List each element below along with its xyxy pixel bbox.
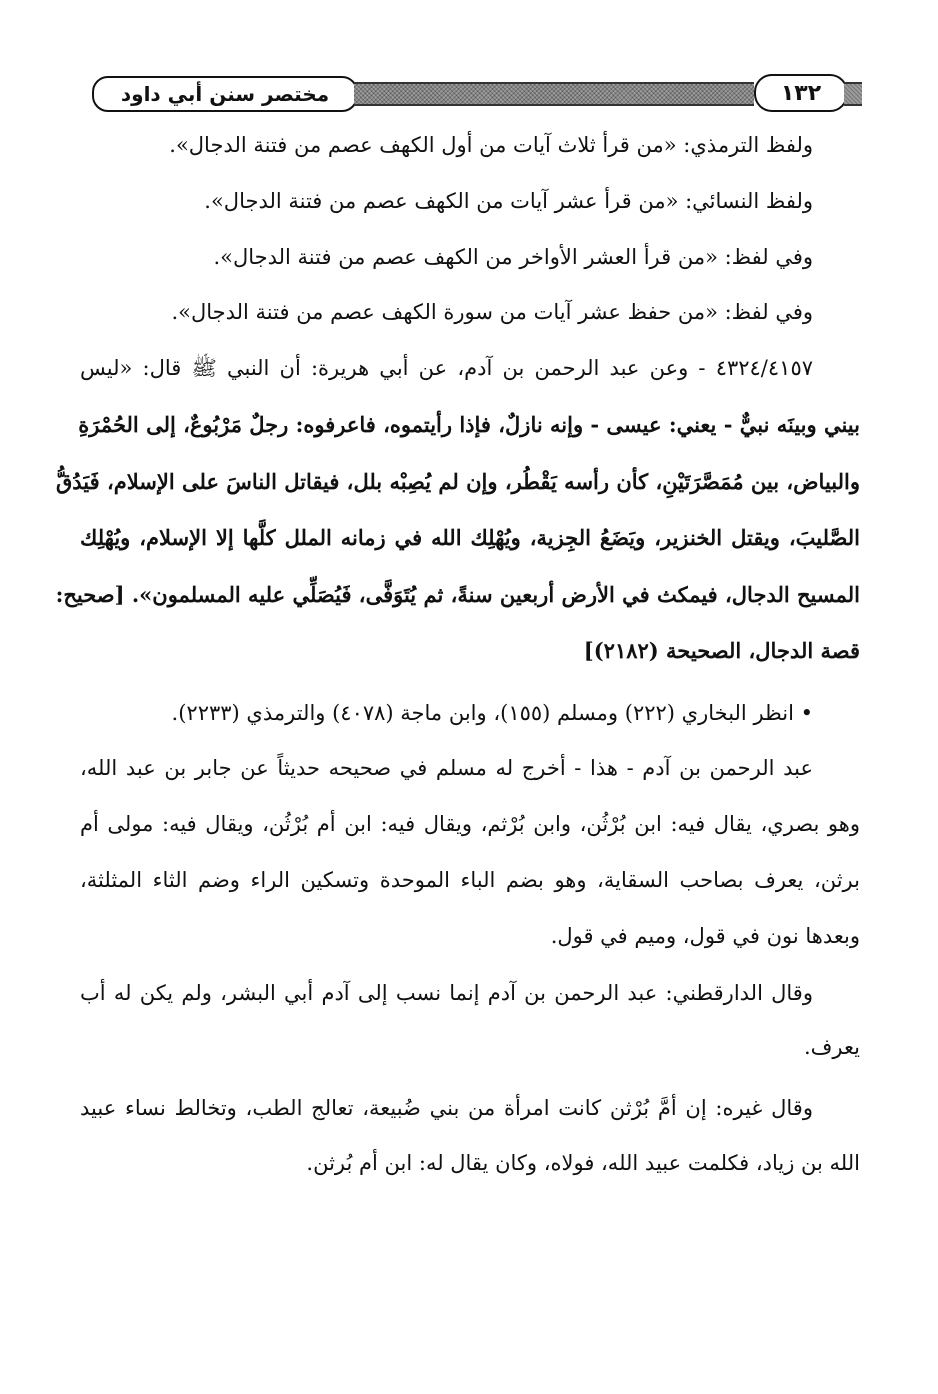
commentary-line: عبد الرحمن بن آدم - هذا - أخرج له مسلم في صحيحه حديثاً عن جابر بن عبد الله،	[80, 756, 813, 780]
page-header	[92, 74, 862, 116]
hadith-grading: قصة الدجال، الصحيحة (٢١٨٢)]	[583, 638, 860, 663]
book-title: مختصر سنن أبي داود	[92, 76, 358, 112]
text-line: ولفظ النسائي: «من قرأ عشر آيات من الكهف عصم من فتنة الدجال».	[204, 189, 813, 213]
commentary-line: الله بن زياد، فكلمت عبيد الله، فولاه، وكان يقال له: ابن أم بُرثن.	[306, 1151, 860, 1175]
commentary-line: وقال الدارقطني: عبد الرحمن بن آدم إنما نسب إلى آدم أبي البشر، ولم يكن له أب	[80, 981, 813, 1005]
hadith-number-line: ٤٣٢٤/٤١٥٧ - وعن عبد الرحمن بن آدم، عن أبي هريرة: أن النبي ﷺ قال: «ليس	[80, 356, 813, 380]
text-line: وفي لفظ: «من قرأ العشر الأواخر من الكهف عصم من فتنة الدجال».	[213, 245, 813, 269]
hadith-text-line: بيني وبينَه نبيٌّ - يعني: عيسى - وإنه نازلٌ، فإذا رأيتموه، فاعرفوه: رجلٌ مَرْبُوعٌ، إلى الحُمْرَةِ	[78, 412, 860, 437]
header-decorative-bar	[354, 82, 754, 106]
reference-line: • انظر البخاري (٢٢٢) ومسلم (١٥٥)، وابن ماجة (٤٠٧٨) والترمذي (٢٢٣٣).	[171, 701, 813, 725]
text-line: وفي لفظ: «من حفظ عشر آيات من سورة الكهف عصم من فتنة الدجال».	[171, 300, 813, 324]
commentary-line: يعرف.	[803, 1035, 860, 1059]
text-line: ولفظ الترمذي: «من قرأ ثلاث آيات من أول الكهف عصم من فتنة الدجال».	[169, 133, 813, 157]
commentary-line: وهو بصري، يقال فيه: ابن بُرْثُن، وابن بُرْثم، ويقال فيه: ابن أم بُرْثُن، ويقال فيه: مولى أم	[80, 812, 860, 836]
commentary-line: وقال غيره: إن أمَّ بُرْثن كانت امرأة من بني ضُبيعة، تعالج الطب، وتخالط نساء عبيد	[80, 1096, 813, 1120]
page-number: ١٣٢	[754, 74, 848, 112]
commentary-line: وبعدها نون في قول، وميم في قول.	[550, 924, 860, 948]
hadith-text-line: الصَّليبَ، ويقتل الخنزير، ويَضَعُ الجِزية، ويُهْلِك الله في زمانه الملل كلَّها إلا الإسلام، ويُهْلِك	[80, 525, 860, 550]
hadith-text-line: والبياض، بين مُمَصَّرَتَيْنِ، كأن رأسه يَقْطُر، وإن لم يُصِبْه بلل، فيقاتل الناسَ على الإسلام، فَيَدُقُّ	[55, 469, 860, 494]
commentary-line: برثن، يعرف بصاحب السقاية، وهو بضم الباء الموحدة وتسكين الراء وضم الثاء المثلثة،	[80, 868, 860, 892]
header-decorative-bar-end	[844, 82, 862, 106]
hadith-text-line: المسيح الدجال، فيمكث في الأرض أربعين سنةً، ثم يُتَوَفَّى، فَيُصَلِّي عليه المسلمون». [صحيح:	[55, 582, 860, 607]
